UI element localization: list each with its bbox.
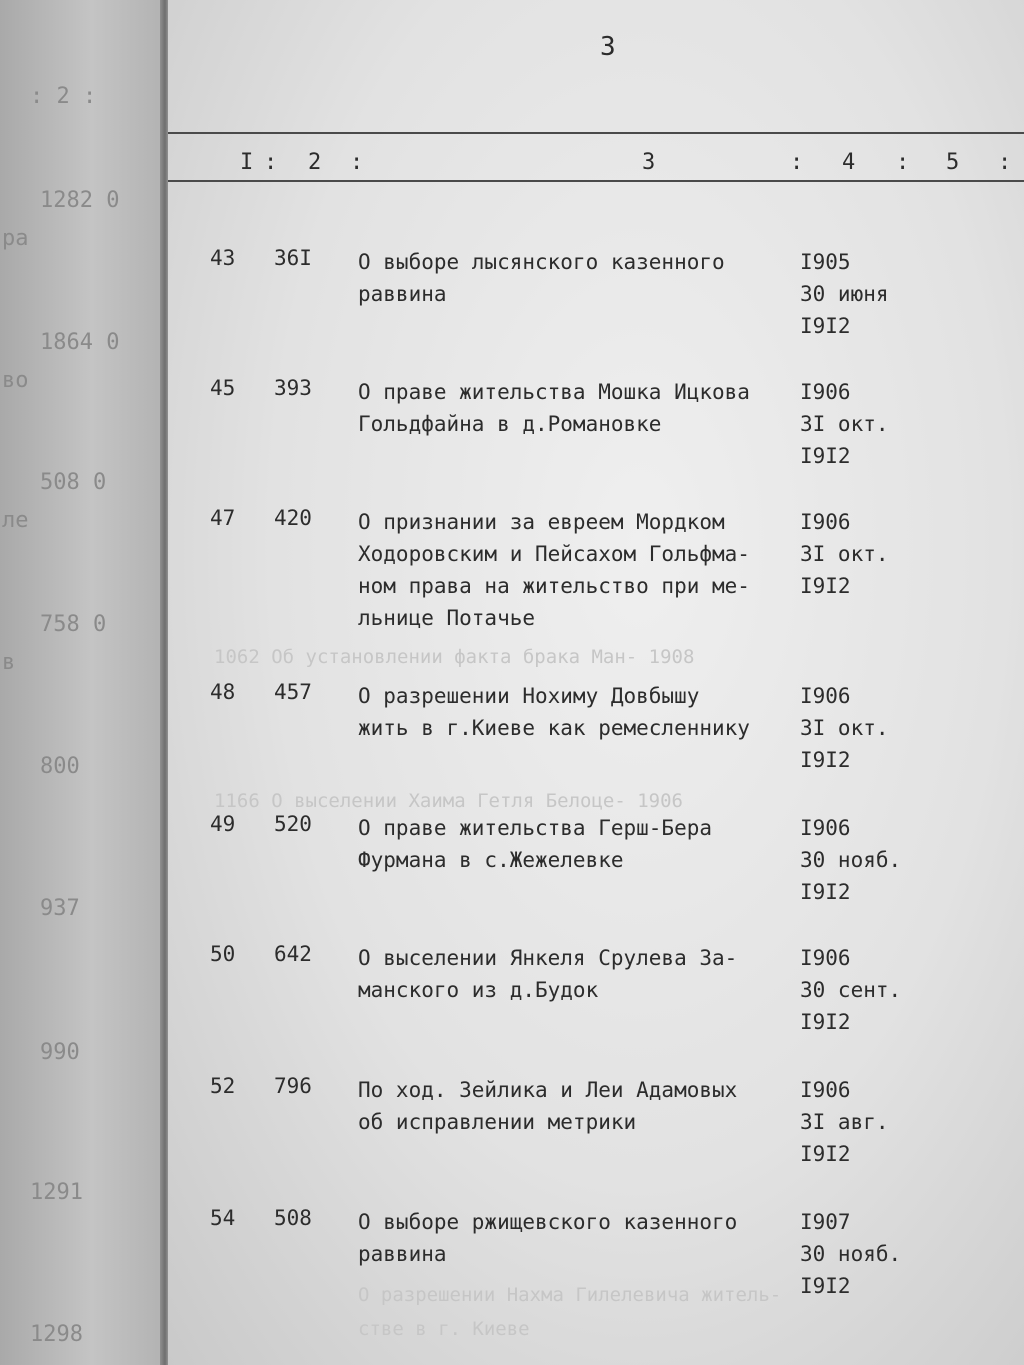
file-number: 393 [274,376,312,400]
case-title: По ход. Зейлика и Леи Адамовых об исправлении метрики [358,1078,738,1134]
date-end: 30 сент. [800,978,902,1002]
file-number: 508 [274,1206,312,1230]
table-row [168,942,1024,1082]
row-number: 48 [210,680,236,704]
file-number: 457 [274,680,312,704]
left-page-fragment: 990 [40,1040,80,1065]
date-start: I906 [800,684,851,708]
page-number: 3 [600,32,616,62]
date-end: 3I авг. [800,1110,889,1134]
column-header-1: I [240,150,254,175]
date-start: I906 [800,1078,851,1102]
case-title: О выборе ржищевского казенного раввина [358,1210,738,1266]
column-header-5: 5 [946,150,960,175]
left-page-fragment: 800 [40,754,80,779]
date-range [800,1206,901,1302]
column-separator: : [350,150,364,175]
bleed-through-text: О разрешении Нахма Гилелевича житель- [358,1284,782,1306]
left-page-fragment: 1864 0 [40,330,120,355]
column-separator: : [790,150,804,175]
row-number: 45 [210,376,236,400]
row-number: 47 [210,506,236,530]
column-header-2: 2 [308,150,322,175]
left-page-fragment: во [2,368,29,393]
left-page-edge [0,0,166,1365]
table-header-bottom-rule [168,180,1024,182]
date-start: I907 [800,1210,851,1234]
left-page-fragment: 508 0 [40,470,107,495]
date-end-year: I9I2 [800,314,851,338]
date-end: 3I окт. [800,716,889,740]
left-page-fragment: в [2,650,16,675]
left-page-fragment: 1298 [30,1322,83,1347]
date-end: 30 нояб. [800,1242,902,1266]
date-end-year: I9I2 [800,1010,851,1034]
left-page-fragment: 758 0 [40,612,107,637]
bleed-through-text: стве в г. Киеве [358,1318,530,1340]
date-range [800,942,901,1038]
table-row [168,246,1024,386]
date-range [800,812,901,908]
case-title: О праве жительства Мошка Ицкова Гольдфайна в д.Романовке [358,380,750,436]
file-number: 642 [274,942,312,966]
column-header-3: 3 [642,150,656,175]
date-end-year: I9I2 [800,574,851,598]
file-number: 796 [274,1074,312,1098]
bleed-through-text: 1062 Об установлении факта брака Ман- 1908 [214,646,695,668]
left-page-header-fragment: : 2 : [30,84,97,109]
table-row [168,1074,1024,1214]
date-start: I906 [800,946,851,970]
case-title: О признании за евреем Мордком Ходоровским и Пейсахом Гольфма- ном права на жительство при ме- льнице Потачье [358,510,750,630]
date-start: I905 [800,250,851,274]
date-range [800,680,889,776]
row-number: 49 [210,812,236,836]
date-end-year: I9I2 [800,880,851,904]
date-end-year: I9I2 [800,444,851,468]
date-end-year: I9I2 [800,1274,851,1298]
date-end: 3I окт. [800,542,889,566]
row-number: 54 [210,1206,236,1230]
date-range [800,376,889,472]
date-end: 3I окт. [800,412,889,436]
date-end-year: I9I2 [800,748,851,772]
case-title: О выселении Янкеля Срулева За- манского из д.Будок [358,946,738,1002]
date-range [800,246,889,342]
date-range [800,506,889,602]
date-start: I906 [800,380,851,404]
table-row [168,812,1024,952]
table-row [168,376,1024,516]
table-header-top-rule [168,132,1024,134]
date-end: 30 июня [800,282,889,306]
row-number: 52 [210,1074,236,1098]
bleed-through-text: 1166 О выселении Хаима Гетля Белоце- 1906 [214,790,683,812]
left-page-fragment: ле [2,508,29,533]
left-page-fragment: 1282 0 [40,188,120,213]
case-title: О праве жительства Герш-Бера Фурмана в с.Жежелевке [358,816,713,872]
case-title: О выборе лысянского казенного раввина [358,250,725,306]
column-separator: : [264,150,278,175]
file-number: 36I [274,246,312,270]
case-title: О разрешении Нохиму Довбышу жить в г.Киеве как ремесленнику [358,684,750,740]
date-start: I906 [800,816,851,840]
row-number: 50 [210,942,236,966]
file-number: 420 [274,506,312,530]
table-row [168,1206,1024,1346]
date-range [800,1074,889,1170]
left-page-fragment: ра [2,226,29,251]
column-header-4: 4 [842,150,856,175]
column-separator: : [896,150,910,175]
table-row [168,506,1024,646]
date-end: 30 нояб. [800,848,902,872]
file-number: 520 [274,812,312,836]
document-page [168,0,1024,1365]
column-separator: : [998,150,1012,175]
left-page-fragment: 1291 [30,1180,83,1205]
date-end-year: I9I2 [800,1142,851,1166]
table-row [168,680,1024,820]
date-start: I906 [800,510,851,534]
row-number: 43 [210,246,236,270]
left-page-fragment: 937 [40,896,80,921]
